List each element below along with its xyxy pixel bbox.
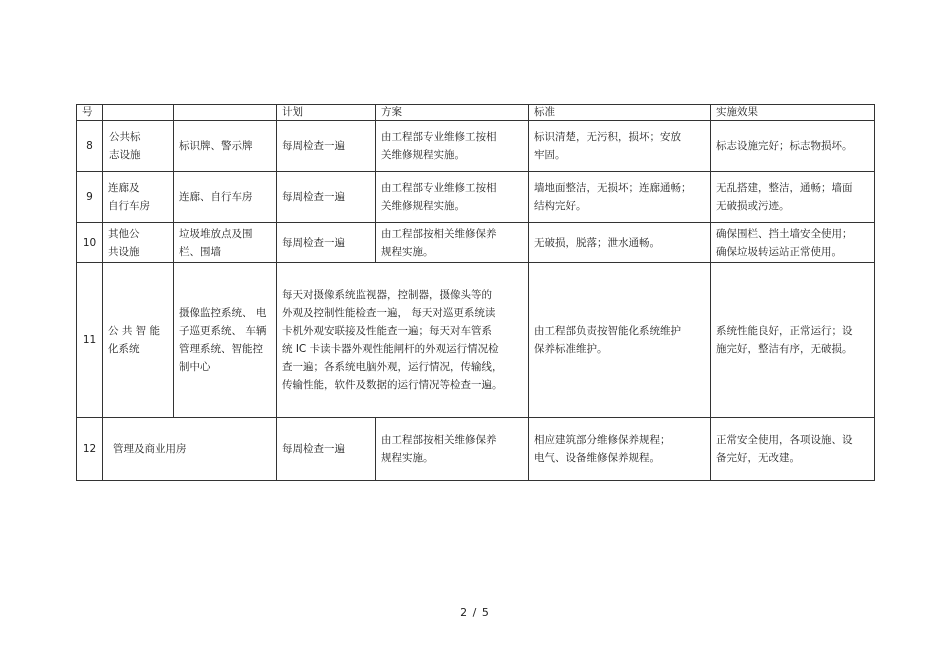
scope-cell xyxy=(174,263,277,418)
scope-line: 连廊、自行车房 xyxy=(179,191,253,203)
method-cell xyxy=(376,418,529,481)
method-cell xyxy=(376,172,529,223)
item-line: 连廊及 xyxy=(108,182,140,194)
scope-line: 制中心 xyxy=(179,361,211,373)
effect-cell xyxy=(711,121,875,172)
header-cell-standard: 标准 xyxy=(529,105,711,121)
scope-line: 栏、围墙 xyxy=(179,245,221,258)
standard-cell xyxy=(529,418,711,481)
header-cell-method: 方案 xyxy=(376,105,529,121)
standard-cell xyxy=(529,263,711,418)
effect-line: 确保垃圾转运站正常使用。 xyxy=(716,245,842,258)
effect-cell xyxy=(711,263,875,418)
plan-cell: 每周检查一遍 xyxy=(277,418,376,481)
plan-method-line: 每天对摄像系统监视器，控制器，摄像头等的 xyxy=(282,289,492,301)
method-line: 关维修规程实施。 xyxy=(381,200,465,212)
standard-line: 由工程部负责按智能化系统维护 xyxy=(534,325,681,337)
item-scope-cell: 管理及商业用房 xyxy=(103,418,277,481)
standard-cell xyxy=(529,172,711,223)
effect-cell xyxy=(711,418,875,481)
scope-cell xyxy=(174,223,277,263)
effect-line: 无破损或污迹。 xyxy=(716,200,790,212)
standard-cell xyxy=(529,121,711,172)
item-line: 公共标 xyxy=(109,131,141,143)
standard-line: 相应建筑部分维修保养规程； xyxy=(534,434,671,446)
header-cell-effect: 实施效果 xyxy=(711,105,875,121)
item-cell xyxy=(103,121,174,172)
effect-line: 施完好，整洁有序，无破损。 xyxy=(716,343,853,355)
row-number: 9 xyxy=(77,172,103,223)
standard-line: 牢固。 xyxy=(534,149,566,161)
table-row xyxy=(77,223,875,263)
scope-line: 垃圾堆放点及围 xyxy=(179,227,253,240)
scope-cell xyxy=(174,121,277,172)
item-line: 公 共 智 能 xyxy=(108,325,161,337)
method-line: 规程实施。 xyxy=(381,245,434,258)
standard-line: 无破损，脱落；泄水通畅。 xyxy=(534,236,660,249)
effect-line: 无乱搭建，整洁，通畅；墙面 xyxy=(716,182,853,194)
maintenance-table xyxy=(76,104,875,481)
row-number: 10 xyxy=(77,223,103,263)
plan-method-line: 外观及控制性能检查一遍， 每天对巡更系统读 xyxy=(282,307,496,319)
effect-line: 系统性能良好，正常运行；设 xyxy=(716,325,853,337)
item-cell xyxy=(103,172,174,223)
standard-line: 结构完好。 xyxy=(534,200,587,212)
plan-method-line: 卡机外观安联接及性能查一遍；每天对车管系 xyxy=(282,325,492,337)
standard-line: 电气、设备维修保养规程。 xyxy=(534,452,660,464)
item-line: 志设施 xyxy=(109,149,141,161)
header-cell-no: 号 xyxy=(77,105,103,121)
effect-cell xyxy=(711,223,875,263)
method-line: 由工程部按相关维修保养 xyxy=(381,434,497,446)
effect-line: 标志设施完好；标志物损坏。 xyxy=(716,140,853,152)
row-number: 12 xyxy=(77,418,103,481)
item-cell xyxy=(103,223,174,263)
plan-cell: 每周检查一遍 xyxy=(277,121,376,172)
method-line: 由工程部按相关维修保养 xyxy=(381,227,497,240)
scope-line: 管理系统、智能控 xyxy=(179,343,263,355)
effect-cell xyxy=(711,172,875,223)
standard-line: 保养标准维护。 xyxy=(534,343,608,355)
effect-line: 正常安全使用，各项设施、设 xyxy=(716,434,853,446)
item-cell xyxy=(103,263,174,418)
method-line: 由工程部专业维修工按相 xyxy=(381,131,497,143)
plan-method-line: 统 IC 卡读卡器外观性能闸杆的外观运行情况检 xyxy=(282,343,499,355)
item-line: 自行车房 xyxy=(108,200,150,212)
plan-cell: 每周检查一遍 xyxy=(277,172,376,223)
scope-line: 摄像监控系统、 电 xyxy=(179,307,267,319)
effect-line: 确保围栏、挡土墙安全使用； xyxy=(716,227,853,240)
row-number: 8 xyxy=(77,121,103,172)
effect-line: 备完好，无改建。 xyxy=(716,452,800,464)
plan-method-line: 查一遍；各系统电脑外观，运行情况，传输线， xyxy=(282,361,503,373)
header-cell-plan: 计划 xyxy=(277,105,376,121)
header-cell-item xyxy=(103,105,174,121)
method-line: 规程实施。 xyxy=(381,452,434,464)
table-header-row xyxy=(77,105,875,121)
standard-cell xyxy=(529,223,711,263)
item-line: 化系统 xyxy=(108,343,140,355)
item-line: 共设施 xyxy=(108,245,140,258)
method-line: 关维修规程实施。 xyxy=(381,149,465,161)
table-row xyxy=(77,263,875,418)
scope-line: 标识牌、警示牌 xyxy=(179,140,253,152)
method-line: 由工程部专业维修工按相 xyxy=(381,182,497,194)
plan-method-line: 传输性能，软件及数据的运行情况等检查一遍。 xyxy=(282,379,503,391)
table-row xyxy=(77,121,875,172)
table-row xyxy=(77,172,875,223)
method-cell xyxy=(376,223,529,263)
table-row xyxy=(77,418,875,481)
plan-cell: 每周检查一遍 xyxy=(277,223,376,263)
page-number: 2 / 5 xyxy=(460,606,490,619)
header-cell-scope xyxy=(174,105,277,121)
plan-method-cell xyxy=(277,263,529,418)
item-line: 其他公 xyxy=(108,227,140,240)
row-number: 11 xyxy=(77,263,103,418)
standard-line: 墙地面整洁，无损坏；连廊通畅； xyxy=(534,182,692,194)
scope-cell xyxy=(174,172,277,223)
scope-line: 子巡更系统、 车辆 xyxy=(179,325,267,337)
method-cell xyxy=(376,121,529,172)
standard-line: 标识清楚，无污积，损坏；安放 xyxy=(534,131,681,143)
